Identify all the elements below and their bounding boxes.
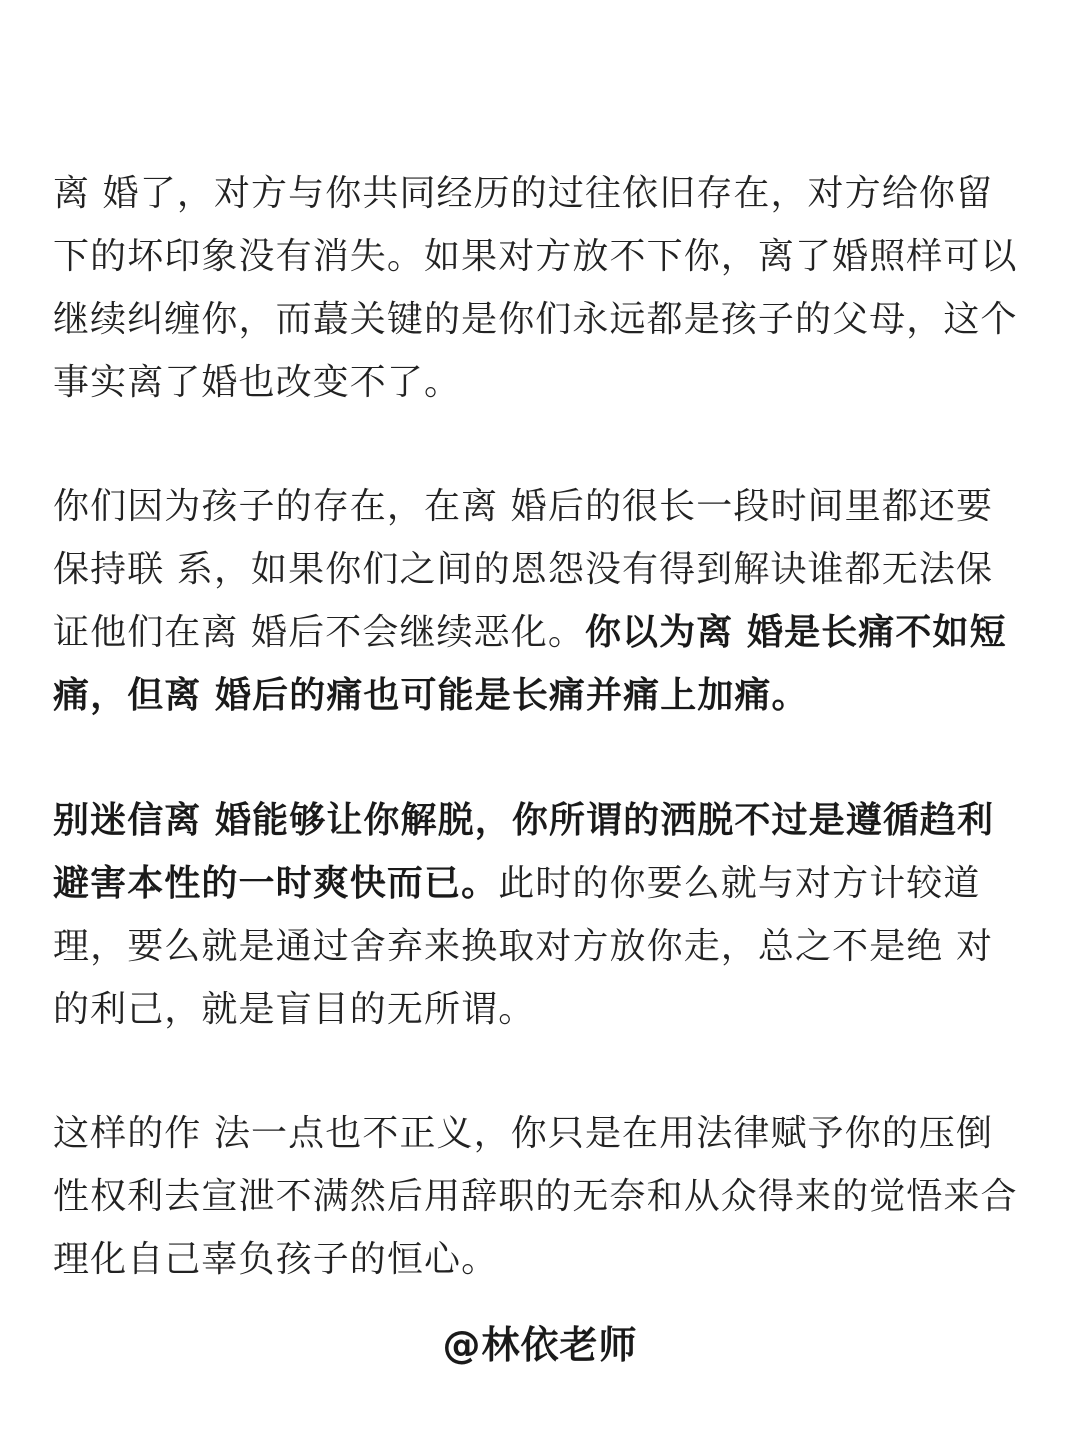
- paragraph-2-emphasis: 你以为离 婚是长痛不如短痛，但离 婚后的痛也可能是长痛并痛上加痛。: [53, 612, 1007, 716]
- paragraph-1-text: 离 婚了，对方与你共同经历的过往依旧存在，对方给你留下的坏印象没有消失。如果对方放不下你，离了婚照样可以继续纠缠你，而蕞关键的是你们永远都是孩子的父母，这个事实离了婚也改变不了。: [53, 173, 1018, 403]
- author-signature: @林依老师: [442, 1323, 638, 1367]
- paragraph-3-text: 此时的你要么就与对方计较道理，要么就是通过舍弃来换取对方放你走，总之不是绝 对的利己，就是盲目的无所谓。: [53, 863, 994, 1030]
- paragraph-4: [53, 1102, 1028, 1291]
- paragraph-1: [53, 162, 1028, 414]
- paragraph-4-text: 这样的作 法一点也不正义，你只是在用法律赋予你的压倒性权利去宣泄不满然后用辞职的无奈和从众得来的觉悟来合理化自己辜负孩子的恒心。: [53, 1113, 1018, 1280]
- paragraph-3-emphasis: 别迷信离 婚能够让你解脱，你所谓的洒脱不过是遵循趋利避害本性的一时爽快而已。: [53, 800, 995, 904]
- paragraph-2-text: 你们因为孩子的存在，在离 婚后的很长一段时间里都还要保持联 系，如果你们之间的恩怨没有得到解诀谁都无法保 证他们在离 婚后不会继续恶化。: [53, 486, 994, 653]
- paragraph-2: [53, 475, 1028, 727]
- paragraph-3: [53, 789, 1028, 1041]
